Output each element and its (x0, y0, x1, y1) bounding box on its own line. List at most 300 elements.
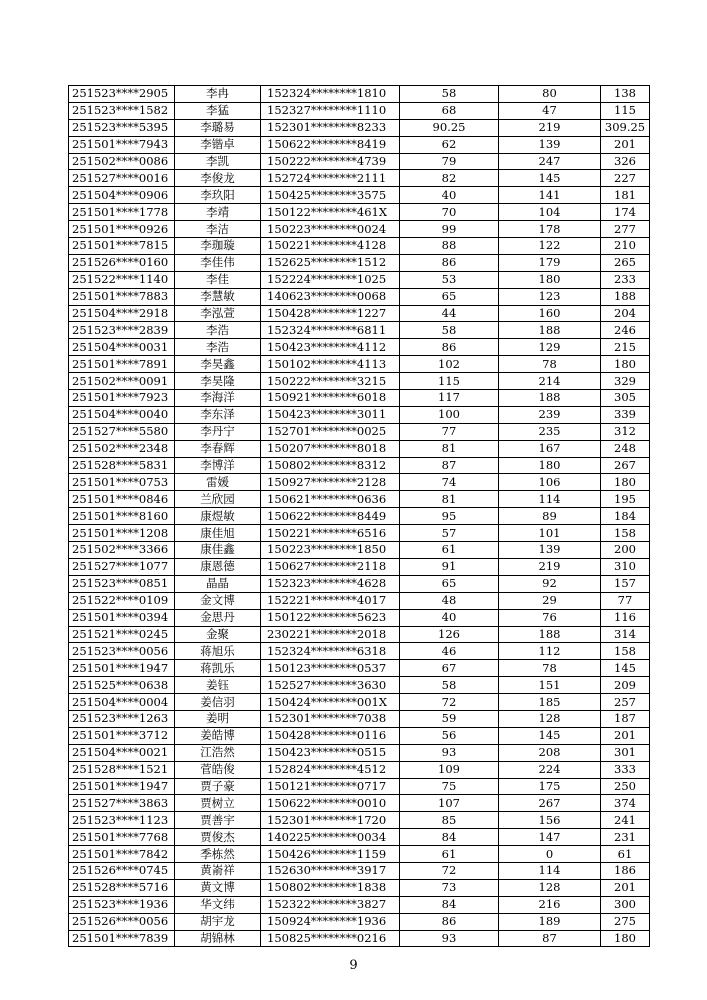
table-row (69, 406, 650, 423)
exam-number-cell: 251501****1778 (69, 204, 175, 221)
total-score-cell: 305 (601, 390, 650, 407)
exam-number-cell: 251523****1263 (69, 710, 175, 727)
id-number-cell: 150221********4128 (261, 238, 400, 255)
id-number-cell: 230221********2018 (261, 626, 400, 643)
score-1-cell: 115 (400, 373, 499, 390)
exam-number-cell: 251523****2839 (69, 322, 175, 339)
score-2-cell: 219 (499, 558, 601, 575)
exam-number-cell: 251501****7768 (69, 829, 175, 846)
exam-number-cell: 251523****2905 (69, 86, 175, 103)
score-2-cell: 89 (499, 508, 601, 525)
table-row (69, 356, 650, 373)
table-row (69, 677, 650, 694)
id-number-cell: 150621********0636 (261, 491, 400, 508)
exam-number-cell: 251501****7839 (69, 930, 175, 947)
id-number-cell: 152527********3630 (261, 677, 400, 694)
exam-number-cell: 251501****0846 (69, 491, 175, 508)
score-1-cell: 65 (400, 575, 499, 592)
id-number-cell: 150122********5623 (261, 609, 400, 626)
score-1-cell: 58 (400, 677, 499, 694)
exam-number-cell: 251527****1077 (69, 558, 175, 575)
score-2-cell: 235 (499, 423, 601, 440)
score-1-cell: 74 (400, 474, 499, 491)
total-score-cell: 215 (601, 339, 650, 356)
table-row (69, 288, 650, 305)
table-row (69, 795, 650, 812)
name-cell: 金文博 (175, 592, 261, 609)
score-2-cell: 175 (499, 778, 601, 795)
name-cell: 李凯 (175, 153, 261, 170)
exam-number-cell: 251501****1947 (69, 778, 175, 795)
id-number-cell: 150424********001X (261, 694, 400, 711)
table-row (69, 829, 650, 846)
score-1-cell: 117 (400, 390, 499, 407)
score-2-cell: 188 (499, 322, 601, 339)
score-1-cell: 100 (400, 406, 499, 423)
name-cell: 康恩德 (175, 558, 261, 575)
score-2-cell: 167 (499, 440, 601, 457)
total-score-cell: 314 (601, 626, 650, 643)
name-cell: 李春辉 (175, 440, 261, 457)
name-cell: 姜明 (175, 710, 261, 727)
table-row (69, 508, 650, 525)
score-1-cell: 84 (400, 829, 499, 846)
name-cell: 姜信羽 (175, 694, 261, 711)
table-row (69, 390, 650, 407)
exam-number-cell: 251501****0753 (69, 474, 175, 491)
id-number-cell: 150622********8419 (261, 136, 400, 153)
name-cell: 晶晶 (175, 575, 261, 592)
exam-number-cell: 251501****7891 (69, 356, 175, 373)
table-row (69, 930, 650, 947)
exam-number-cell: 251504****2918 (69, 305, 175, 322)
name-cell: 胡锦林 (175, 930, 261, 947)
table-row (69, 558, 650, 575)
table-row (69, 761, 650, 778)
score-2-cell: 156 (499, 812, 601, 829)
name-cell: 李猛 (175, 102, 261, 119)
page-number: 9 (349, 958, 358, 973)
id-number-cell: 152630********3917 (261, 862, 400, 879)
total-score-cell: 309.25 (601, 119, 650, 136)
total-score-cell: 188 (601, 288, 650, 305)
table-row (69, 491, 650, 508)
id-number-cell: 140225********0034 (261, 829, 400, 846)
name-cell: 黄嵛祥 (175, 862, 261, 879)
score-1-cell: 44 (400, 305, 499, 322)
id-number-cell: 152327********1110 (261, 102, 400, 119)
name-cell: 李慧敏 (175, 288, 261, 305)
score-1-cell: 72 (400, 862, 499, 879)
name-cell: 贾树立 (175, 795, 261, 812)
score-2-cell: 267 (499, 795, 601, 812)
total-score-cell: 275 (601, 913, 650, 930)
exam-number-cell: 251528****1521 (69, 761, 175, 778)
id-number-cell: 150221********6516 (261, 525, 400, 542)
exam-number-cell: 251504****0040 (69, 406, 175, 423)
total-score-cell: 227 (601, 170, 650, 187)
score-2-cell: 178 (499, 221, 601, 238)
total-score-cell: 339 (601, 406, 650, 423)
id-number-cell: 150802********8312 (261, 457, 400, 474)
score-1-cell: 99 (400, 221, 499, 238)
score-1-cell: 81 (400, 491, 499, 508)
table-row (69, 254, 650, 271)
name-cell: 李昊鑫 (175, 356, 261, 373)
score-1-cell: 85 (400, 812, 499, 829)
total-score-cell: 180 (601, 356, 650, 373)
id-number-cell: 152324********1810 (261, 86, 400, 103)
score-2-cell: 239 (499, 406, 601, 423)
score-2-cell: 179 (499, 254, 601, 271)
table-row (69, 271, 650, 288)
score-1-cell: 90.25 (400, 119, 499, 136)
score-1-cell: 86 (400, 339, 499, 356)
table-row (69, 423, 650, 440)
total-score-cell: 158 (601, 643, 650, 660)
score-2-cell: 216 (499, 896, 601, 913)
id-number-cell: 150123********0537 (261, 660, 400, 677)
score-1-cell: 65 (400, 288, 499, 305)
table-row (69, 305, 650, 322)
exam-number-cell: 251521****0245 (69, 626, 175, 643)
score-2-cell: 128 (499, 710, 601, 727)
score-1-cell: 86 (400, 913, 499, 930)
table-row (69, 221, 650, 238)
id-number-cell: 152322********3827 (261, 896, 400, 913)
score-2-cell: 106 (499, 474, 601, 491)
total-score-cell: 250 (601, 778, 650, 795)
name-cell: 李玖阳 (175, 187, 261, 204)
total-score-cell: 210 (601, 238, 650, 255)
score-1-cell: 91 (400, 558, 499, 575)
score-2-cell: 114 (499, 862, 601, 879)
name-cell: 贾子豪 (175, 778, 261, 795)
name-cell: 江浩然 (175, 744, 261, 761)
score-1-cell: 61 (400, 542, 499, 559)
score-1-cell: 40 (400, 609, 499, 626)
table-row (69, 660, 650, 677)
score-2-cell: 101 (499, 525, 601, 542)
id-number-cell: 150223********0024 (261, 221, 400, 238)
id-number-cell: 150207********8018 (261, 440, 400, 457)
score-1-cell: 61 (400, 846, 499, 863)
score-1-cell: 109 (400, 761, 499, 778)
score-2-cell: 219 (499, 119, 601, 136)
name-cell: 李冉 (175, 86, 261, 103)
score-1-cell: 95 (400, 508, 499, 525)
score-2-cell: 78 (499, 660, 601, 677)
score-2-cell: 185 (499, 694, 601, 711)
total-score-cell: 300 (601, 896, 650, 913)
score-1-cell: 75 (400, 778, 499, 795)
exam-number-cell: 251501****7883 (69, 288, 175, 305)
score-2-cell: 87 (499, 930, 601, 947)
exam-number-cell: 251501****7923 (69, 390, 175, 407)
table-row (69, 643, 650, 660)
total-score-cell: 301 (601, 744, 650, 761)
total-score-cell: 329 (601, 373, 650, 390)
exam-number-cell: 251501****1208 (69, 525, 175, 542)
exam-number-cell: 251522****1140 (69, 271, 175, 288)
table-row (69, 744, 650, 761)
name-cell: 蒋旭乐 (175, 643, 261, 660)
name-cell: 李佳 (175, 271, 261, 288)
exam-number-cell: 251501****3712 (69, 727, 175, 744)
id-number-cell: 152221********4017 (261, 592, 400, 609)
table-row (69, 542, 650, 559)
score-1-cell: 58 (400, 86, 499, 103)
score-2-cell: 139 (499, 542, 601, 559)
score-1-cell: 72 (400, 694, 499, 711)
exam-number-cell: 251526****0160 (69, 254, 175, 271)
score-1-cell: 70 (400, 204, 499, 221)
table-row (69, 102, 650, 119)
id-number-cell: 152324********6318 (261, 643, 400, 660)
name-cell: 雷媛 (175, 474, 261, 491)
exam-number-cell: 251527****3863 (69, 795, 175, 812)
total-score-cell: 200 (601, 542, 650, 559)
id-number-cell: 150423********3011 (261, 406, 400, 423)
id-number-cell: 150927********2128 (261, 474, 400, 491)
name-cell: 李浩 (175, 322, 261, 339)
table-row (69, 778, 650, 795)
total-score-cell: 115 (601, 102, 650, 119)
score-2-cell: 188 (499, 626, 601, 643)
id-number-cell: 150102********4113 (261, 356, 400, 373)
name-cell: 李东泽 (175, 406, 261, 423)
score-2-cell: 80 (499, 86, 601, 103)
exam-number-cell: 251501****7815 (69, 238, 175, 255)
table-row (69, 525, 650, 542)
exam-number-cell: 251523****0056 (69, 643, 175, 660)
total-score-cell: 312 (601, 423, 650, 440)
exam-number-cell: 251527****5580 (69, 423, 175, 440)
total-score-cell: 116 (601, 609, 650, 626)
score-1-cell: 57 (400, 525, 499, 542)
id-number-cell: 150428********1227 (261, 305, 400, 322)
name-cell: 李浩 (175, 339, 261, 356)
table-row (69, 170, 650, 187)
score-2-cell: 208 (499, 744, 601, 761)
score-2-cell: 145 (499, 170, 601, 187)
table-row (69, 913, 650, 930)
exam-number-cell: 251501****7842 (69, 846, 175, 863)
total-score-cell: 145 (601, 660, 650, 677)
table-row (69, 575, 650, 592)
total-score-cell: 333 (601, 761, 650, 778)
score-1-cell: 102 (400, 356, 499, 373)
score-1-cell: 84 (400, 896, 499, 913)
total-score-cell: 246 (601, 322, 650, 339)
table-row (69, 339, 650, 356)
table-row (69, 86, 650, 103)
score-1-cell: 59 (400, 710, 499, 727)
id-number-cell: 152301********1720 (261, 812, 400, 829)
id-number-cell: 150921********6018 (261, 390, 400, 407)
id-number-cell: 150428********0116 (261, 727, 400, 744)
score-1-cell: 46 (400, 643, 499, 660)
name-cell: 黄文博 (175, 879, 261, 896)
exam-number-cell: 251501****0394 (69, 609, 175, 626)
id-number-cell: 140623********0068 (261, 288, 400, 305)
score-2-cell: 123 (499, 288, 601, 305)
id-number-cell: 150423********4112 (261, 339, 400, 356)
total-score-cell: 265 (601, 254, 650, 271)
id-number-cell: 152224********1025 (261, 271, 400, 288)
score-table-body (69, 86, 650, 947)
table-row (69, 694, 650, 711)
exam-number-cell: 251502****0086 (69, 153, 175, 170)
table-row (69, 727, 650, 744)
score-2-cell: 112 (499, 643, 601, 660)
score-1-cell: 53 (400, 271, 499, 288)
exam-number-cell: 251523****0851 (69, 575, 175, 592)
total-score-cell: 181 (601, 187, 650, 204)
score-1-cell: 93 (400, 744, 499, 761)
total-score-cell: 138 (601, 86, 650, 103)
table-row (69, 474, 650, 491)
id-number-cell: 150122********461X (261, 204, 400, 221)
table-row (69, 592, 650, 609)
total-score-cell: 157 (601, 575, 650, 592)
exam-number-cell: 251528****5831 (69, 457, 175, 474)
total-score-cell: 374 (601, 795, 650, 812)
exam-number-cell: 251523****1582 (69, 102, 175, 119)
score-2-cell: 189 (499, 913, 601, 930)
table-row (69, 879, 650, 896)
exam-number-cell: 251502****0091 (69, 373, 175, 390)
score-2-cell: 214 (499, 373, 601, 390)
id-number-cell: 150425********3575 (261, 187, 400, 204)
exam-number-cell: 251526****0745 (69, 862, 175, 879)
exam-number-cell: 251502****2348 (69, 440, 175, 457)
score-2-cell: 247 (499, 153, 601, 170)
score-table (68, 85, 650, 947)
score-2-cell: 147 (499, 829, 601, 846)
exam-number-cell: 251504****0004 (69, 694, 175, 711)
score-1-cell: 126 (400, 626, 499, 643)
table-row (69, 119, 650, 136)
total-score-cell: 233 (601, 271, 650, 288)
exam-number-cell: 251501****0926 (69, 221, 175, 238)
id-number-cell: 150222********3215 (261, 373, 400, 390)
exam-number-cell: 251523****1936 (69, 896, 175, 913)
id-number-cell: 150924********1936 (261, 913, 400, 930)
name-cell: 金聚 (175, 626, 261, 643)
score-1-cell: 48 (400, 592, 499, 609)
table-row (69, 457, 650, 474)
name-cell: 菅皓俊 (175, 761, 261, 778)
id-number-cell: 150121********0717 (261, 778, 400, 795)
total-score-cell: 61 (601, 846, 650, 863)
name-cell: 李珈璇 (175, 238, 261, 255)
exam-number-cell: 251528****5716 (69, 879, 175, 896)
score-1-cell: 40 (400, 187, 499, 204)
exam-number-cell: 251502****3366 (69, 542, 175, 559)
total-score-cell: 184 (601, 508, 650, 525)
total-score-cell: 180 (601, 474, 650, 491)
id-number-cell: 152824********4512 (261, 761, 400, 778)
score-2-cell: 78 (499, 356, 601, 373)
name-cell: 季栋然 (175, 846, 261, 863)
score-1-cell: 93 (400, 930, 499, 947)
id-number-cell: 152625********1512 (261, 254, 400, 271)
table-row (69, 187, 650, 204)
name-cell: 李锴卓 (175, 136, 261, 153)
total-score-cell: 310 (601, 558, 650, 575)
score-1-cell: 87 (400, 457, 499, 474)
total-score-cell: 248 (601, 440, 650, 457)
name-cell: 李昊隆 (175, 373, 261, 390)
exam-number-cell: 251523****1123 (69, 812, 175, 829)
score-2-cell: 0 (499, 846, 601, 863)
total-score-cell: 326 (601, 153, 650, 170)
table-row (69, 609, 650, 626)
score-2-cell: 180 (499, 271, 601, 288)
name-cell: 李泓萱 (175, 305, 261, 322)
total-score-cell: 204 (601, 305, 650, 322)
name-cell: 李璐易 (175, 119, 261, 136)
score-2-cell: 151 (499, 677, 601, 694)
exam-number-cell: 251501****1947 (69, 660, 175, 677)
score-2-cell: 224 (499, 761, 601, 778)
score-2-cell: 76 (499, 609, 601, 626)
name-cell: 胡宇龙 (175, 913, 261, 930)
exam-number-cell: 251523****5395 (69, 119, 175, 136)
exam-number-cell: 251504****0031 (69, 339, 175, 356)
name-cell: 华文纬 (175, 896, 261, 913)
score-2-cell: 180 (499, 457, 601, 474)
score-2-cell: 29 (499, 592, 601, 609)
score-2-cell: 145 (499, 727, 601, 744)
total-score-cell: 187 (601, 710, 650, 727)
score-2-cell: 129 (499, 339, 601, 356)
exam-number-cell: 251522****0109 (69, 592, 175, 609)
total-score-cell: 158 (601, 525, 650, 542)
exam-number-cell: 251501****8160 (69, 508, 175, 525)
score-2-cell: 92 (499, 575, 601, 592)
score-1-cell: 88 (400, 238, 499, 255)
name-cell: 李博洋 (175, 457, 261, 474)
total-score-cell: 77 (601, 592, 650, 609)
name-cell: 李洁 (175, 221, 261, 238)
total-score-cell: 209 (601, 677, 650, 694)
name-cell: 贾俊杰 (175, 829, 261, 846)
score-1-cell: 62 (400, 136, 499, 153)
score-1-cell: 81 (400, 440, 499, 457)
total-score-cell: 267 (601, 457, 650, 474)
id-number-cell: 150802********1838 (261, 879, 400, 896)
id-number-cell: 152301********8233 (261, 119, 400, 136)
name-cell: 李丹宁 (175, 423, 261, 440)
id-number-cell: 152323********4628 (261, 575, 400, 592)
name-cell: 康佳旭 (175, 525, 261, 542)
score-1-cell: 77 (400, 423, 499, 440)
name-cell: 兰欣园 (175, 491, 261, 508)
table-row (69, 238, 650, 255)
id-number-cell: 152301********7038 (261, 710, 400, 727)
total-score-cell: 241 (601, 812, 650, 829)
score-2-cell: 188 (499, 390, 601, 407)
score-2-cell: 141 (499, 187, 601, 204)
exam-number-cell: 251526****0056 (69, 913, 175, 930)
table-row (69, 322, 650, 339)
id-number-cell: 150423********0515 (261, 744, 400, 761)
score-1-cell: 58 (400, 322, 499, 339)
score-2-cell: 114 (499, 491, 601, 508)
id-number-cell: 150622********8449 (261, 508, 400, 525)
